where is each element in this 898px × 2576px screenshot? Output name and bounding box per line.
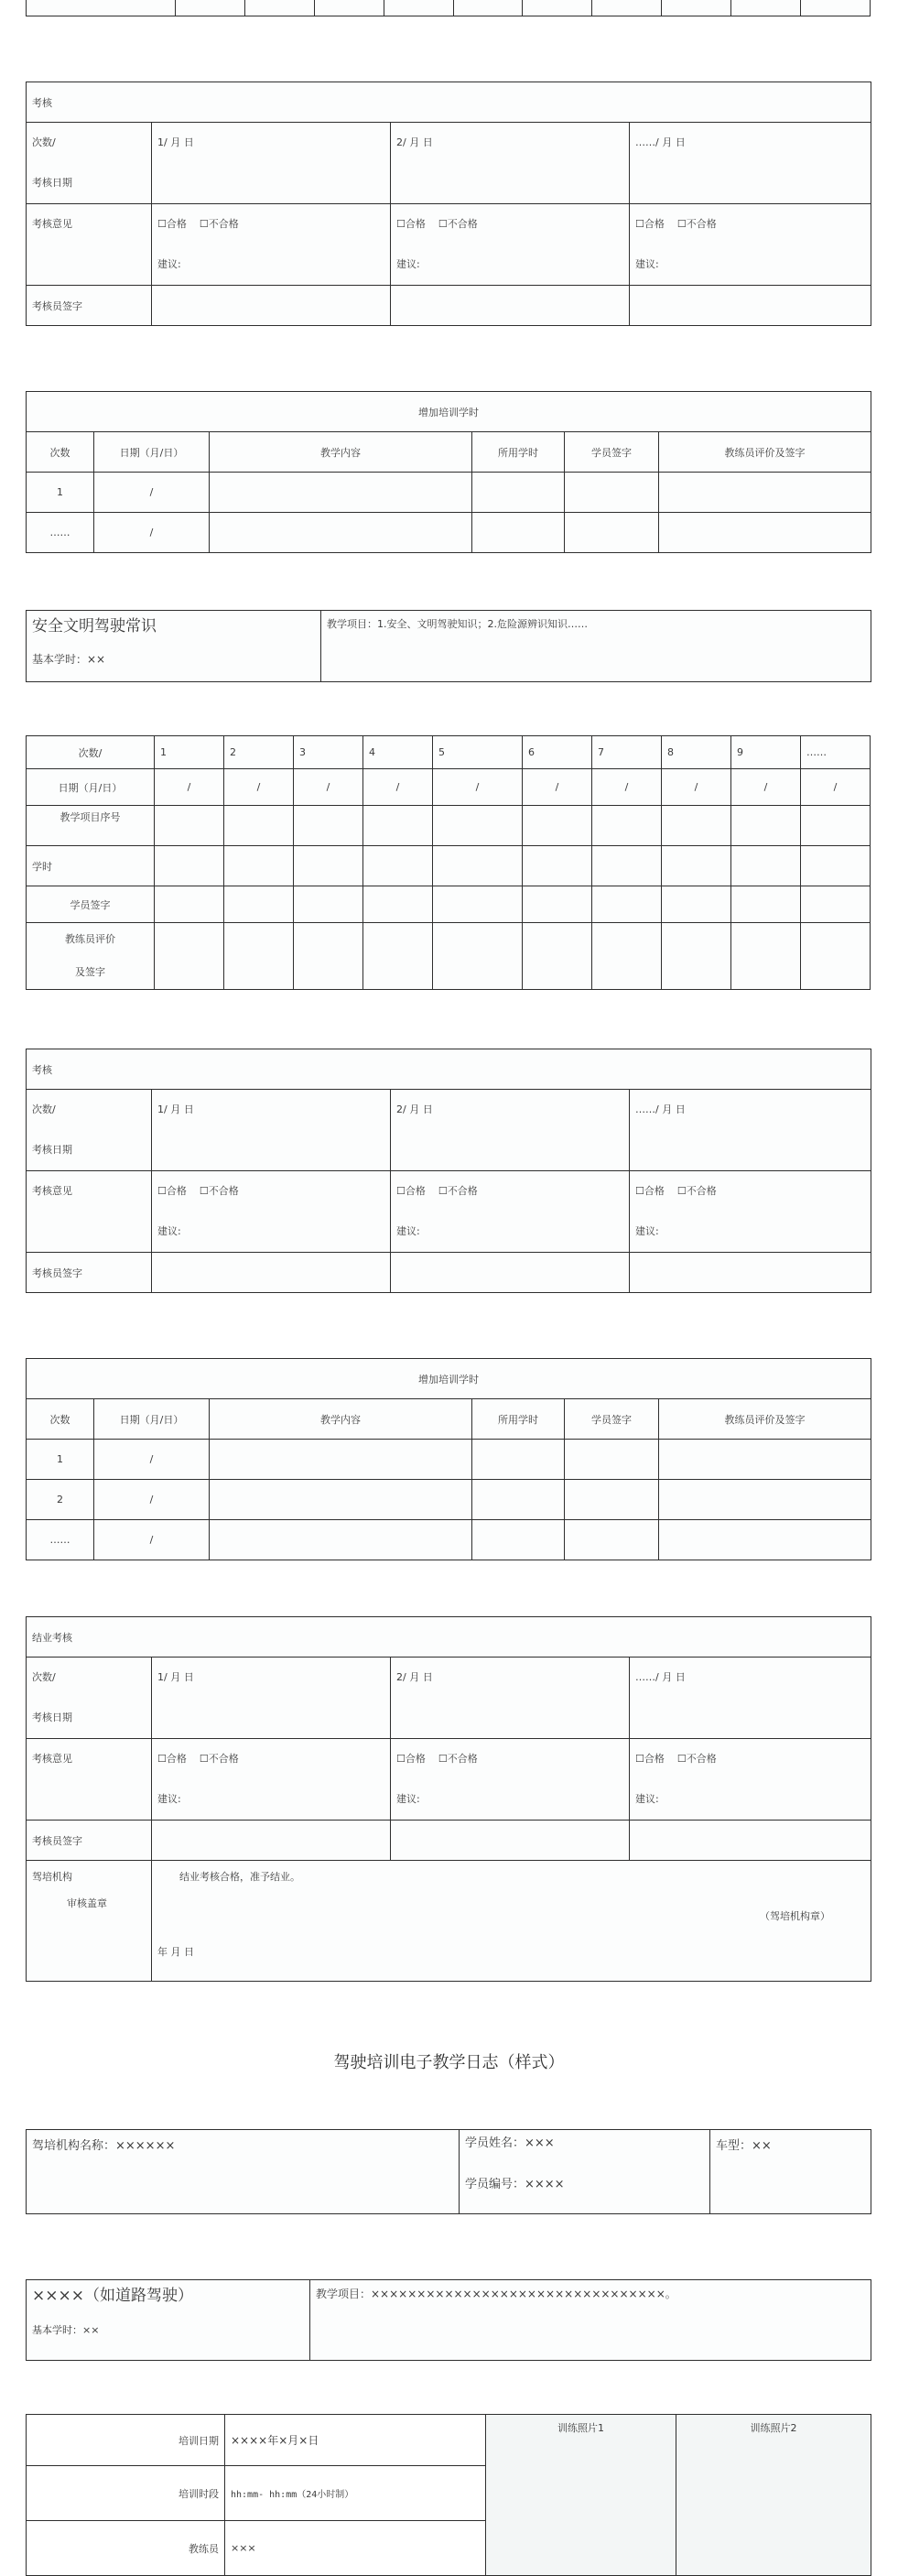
grid-date[interactable]: / — [592, 769, 662, 806]
row-date[interactable]: / — [94, 473, 210, 513]
grid-count: 1 — [155, 736, 224, 769]
row-content[interactable] — [210, 473, 472, 513]
road-section — [26, 2279, 871, 2361]
row-count: 1 — [27, 473, 94, 513]
coach-value[interactable]: ××× — [225, 2521, 486, 2576]
grid-date[interactable]: / — [294, 769, 363, 806]
exam-opinion-3[interactable]: ☐合格 ☐不合格 建议: — [630, 1171, 871, 1253]
grid-count: …… — [801, 736, 871, 769]
grid-count: 3 — [294, 736, 363, 769]
exam-opinion-1[interactable]: ☐合格 ☐不合格 建议: — [152, 204, 391, 286]
exam-header: 考核 — [27, 1049, 871, 1090]
row-content[interactable] — [210, 1480, 472, 1520]
col-date: 日期（月/日） — [94, 432, 210, 473]
student-no: 学员编号：×××× — [465, 2178, 565, 2191]
grid-date[interactable]: / — [523, 769, 592, 806]
exam-signer-label: 考核员签字 — [27, 1253, 152, 1293]
exam-opinion-2[interactable]: ☐合格 ☐不合格 建议: — [391, 1171, 630, 1253]
exam-header: 结业考核 — [27, 1617, 871, 1658]
grid-count: 9 — [731, 736, 801, 769]
table-row — [27, 473, 871, 513]
exam-opinion-1[interactable]: ☐合格 ☐不合格 建议: — [152, 1171, 391, 1253]
exam-signer-2[interactable] — [391, 1253, 630, 1293]
grid-date[interactable]: / — [155, 769, 224, 806]
exam-opinion-2[interactable]: ☐合格 ☐不合格 建议: — [391, 204, 630, 286]
exam-signer-1[interactable] — [152, 1821, 391, 1861]
conclusion-text: 结业考核合格，准予结业。 — [179, 1871, 300, 1883]
org-stamp-label: 驾培机构 审核盖章 — [27, 1861, 152, 1982]
org-stamp-area[interactable] — [152, 1861, 871, 1982]
grid-row-label: 学员签字 — [27, 886, 155, 923]
exam-opinion-2[interactable]: ☐合格 ☐不合格 建议: — [391, 1739, 630, 1821]
date-value[interactable]: ××××年×月×日 — [225, 2415, 486, 2466]
exam-date-1[interactable]: 1/ 月 日 — [152, 1658, 391, 1739]
org-name: 驾培机构名称：×××××× — [27, 2130, 460, 2214]
grid-count-label: 次数/ — [27, 736, 155, 769]
exam-date-3[interactable]: ……/ 月 日 — [630, 1658, 871, 1739]
grid-row-label: 学时 — [27, 846, 155, 886]
extra-title: 增加培训学时 — [27, 1359, 871, 1399]
col-hours: 所用学时 — [472, 432, 565, 473]
grid-row-label-coach: 教练员评价 及签字 — [27, 923, 155, 990]
exam-date-1[interactable]: 1/ 月 日 — [152, 123, 391, 204]
table-row — [27, 513, 871, 553]
exam-signer-1[interactable] — [152, 286, 391, 326]
col-hours: 所用学时 — [472, 1399, 565, 1440]
grid-count: 4 — [363, 736, 433, 769]
teaching-items: 教学项目：××××××××××××××××××××××××××××××××。 — [310, 2280, 871, 2361]
col-date: 日期（月/日） — [94, 1399, 210, 1440]
row-student-sign[interactable] — [565, 473, 659, 513]
time-value[interactable]: hh:mm- hh:mm（24小时制） — [225, 2466, 486, 2521]
row-student-sign[interactable] — [565, 1440, 659, 1480]
safety-section — [26, 610, 871, 682]
col-coach-sign: 教练员评价及签字 — [659, 432, 871, 473]
exam-signer-2[interactable] — [391, 286, 630, 326]
row-coach-sign[interactable] — [659, 513, 871, 553]
date-label: 培训日期 — [27, 2415, 225, 2466]
row-hours[interactable] — [472, 1480, 565, 1520]
student-name: 学员姓名：××× — [465, 2136, 555, 2150]
coach-label: 教练员 — [27, 2521, 225, 2576]
training-log-table — [26, 2414, 871, 2576]
exam-date-1[interactable]: 1/ 月 日 — [152, 1090, 391, 1171]
row-hours[interactable] — [472, 513, 565, 553]
exam-opinion-3[interactable]: ☐合格 ☐不合格 建议: — [630, 204, 871, 286]
teaching-grid — [26, 735, 871, 990]
grid-date-label: 日期（月/日） — [27, 769, 155, 806]
time-label: 培训时段 — [27, 2466, 225, 2521]
row-coach-sign[interactable] — [659, 1440, 871, 1480]
extra-title: 增加培训学时 — [27, 392, 871, 432]
grid-row-label: 教学项目序号 — [27, 806, 155, 846]
col-student-sign: 学员签字 — [565, 432, 659, 473]
table-row — [27, 1440, 871, 1480]
grid-count: 6 — [523, 736, 592, 769]
section-title: ××××（如道路驾驶） — [32, 2287, 193, 2305]
exam-signer-1[interactable] — [152, 1253, 391, 1293]
row-coach-sign[interactable] — [659, 473, 871, 513]
exam-date-2[interactable]: 2/ 月 日 — [391, 1658, 630, 1739]
row-coach-sign[interactable] — [659, 1520, 871, 1560]
exam-signer-label: 考核员签字 — [27, 286, 152, 326]
row-student-sign[interactable] — [565, 1520, 659, 1560]
row-date[interactable]: / — [94, 1440, 210, 1480]
grid-count: 8 — [662, 736, 731, 769]
student-info-table — [26, 2129, 871, 2214]
row-count: 2 — [27, 1480, 94, 1520]
teaching-items: 教学项目：1.安全、文明驾驶知识；2.危险源辨识知识…… — [321, 611, 871, 682]
extra-hours-table-2 — [26, 1358, 871, 1560]
col-count: 次数 — [27, 432, 94, 473]
photo-1: 训练照片1 — [486, 2415, 676, 2576]
final-exam-table — [26, 1616, 871, 1982]
row-count: …… — [27, 1520, 94, 1560]
col-content: 教学内容 — [210, 432, 472, 473]
basic-hours: 基本学时：×× — [32, 2324, 100, 2336]
grid-date[interactable]: / — [662, 769, 731, 806]
row-hours[interactable] — [472, 1440, 565, 1480]
extra-hours-table-1 — [26, 391, 871, 553]
grid-date[interactable]: / — [731, 769, 801, 806]
previous-table-fragment — [26, 0, 871, 16]
row-coach-sign[interactable] — [659, 1480, 871, 1520]
col-student-sign: 学员签字 — [565, 1399, 659, 1440]
grid-date[interactable]: / — [224, 769, 294, 806]
table-row — [27, 1480, 871, 1520]
exam-date-2[interactable]: 2/ 月 日 — [391, 1090, 630, 1171]
col-coach-sign: 教练员评价及签字 — [659, 1399, 871, 1440]
row-student-sign[interactable] — [565, 513, 659, 553]
row-date[interactable]: / — [94, 1520, 210, 1560]
row-student-sign[interactable] — [565, 1480, 659, 1520]
exam-date-3[interactable]: ……/ 月 日 — [630, 1090, 871, 1171]
exam-signer-3[interactable] — [630, 1253, 871, 1293]
exam-date-2[interactable]: 2/ 月 日 — [391, 123, 630, 204]
basic-hours: 基本学时：×× — [32, 653, 106, 666]
row-content[interactable] — [210, 513, 472, 553]
exam-signer-label: 考核员签字 — [27, 1821, 152, 1861]
table-row — [27, 1520, 871, 1560]
photo-2: 训练照片2 — [676, 2415, 871, 2576]
exam-date-label: 次数/ 考核日期 — [27, 123, 152, 204]
section-title: 安全文明驾驶常识 — [32, 617, 157, 636]
row-hours[interactable] — [472, 473, 565, 513]
col-content: 教学内容 — [210, 1399, 472, 1440]
exam-header: 考核 — [27, 82, 871, 123]
row-hours[interactable] — [472, 1520, 565, 1560]
col-count: 次数 — [27, 1399, 94, 1440]
car-type: 车型：×× — [710, 2130, 871, 2214]
student-info — [460, 2130, 710, 2214]
log-title: 驾驶培训电子教学日志（样式） — [333, 2053, 565, 2072]
row-count: 1 — [27, 1440, 94, 1480]
org-stamp-text: （驾培机构章） — [760, 1910, 830, 1922]
row-content[interactable] — [210, 1440, 472, 1480]
exam-date-label: 次数/ 考核日期 — [27, 1658, 152, 1739]
exam-table-1 — [26, 82, 871, 326]
exam-signer-2[interactable] — [391, 1821, 630, 1861]
row-count: …… — [27, 513, 94, 553]
grid-date[interactable]: / — [801, 769, 871, 806]
stamp-date: 年 月 日 — [157, 1946, 194, 1958]
grid-count: 2 — [224, 736, 294, 769]
row-date[interactable]: / — [94, 1480, 210, 1520]
exam-opinion-label: 考核意见 — [27, 204, 152, 286]
exam-opinion-label: 考核意见 — [27, 1739, 152, 1821]
row-content[interactable] — [210, 1520, 472, 1560]
exam-table-2 — [26, 1049, 871, 1293]
exam-signer-3[interactable] — [630, 1821, 871, 1861]
grid-count: 5 — [433, 736, 523, 769]
grid-date[interactable]: / — [363, 769, 433, 806]
row-date[interactable]: / — [94, 513, 210, 553]
exam-opinion-3[interactable]: ☐合格 ☐不合格 建议: — [630, 1739, 871, 1821]
exam-opinion-1[interactable]: ☐合格 ☐不合格 建议: — [152, 1739, 391, 1821]
grid-date[interactable]: / — [433, 769, 523, 806]
exam-date-label: 次数/ 考核日期 — [27, 1090, 152, 1171]
exam-date-3[interactable]: ……/ 月 日 — [630, 123, 871, 204]
exam-opinion-label: 考核意见 — [27, 1171, 152, 1253]
exam-signer-3[interactable] — [630, 286, 871, 326]
grid-count: 7 — [592, 736, 662, 769]
